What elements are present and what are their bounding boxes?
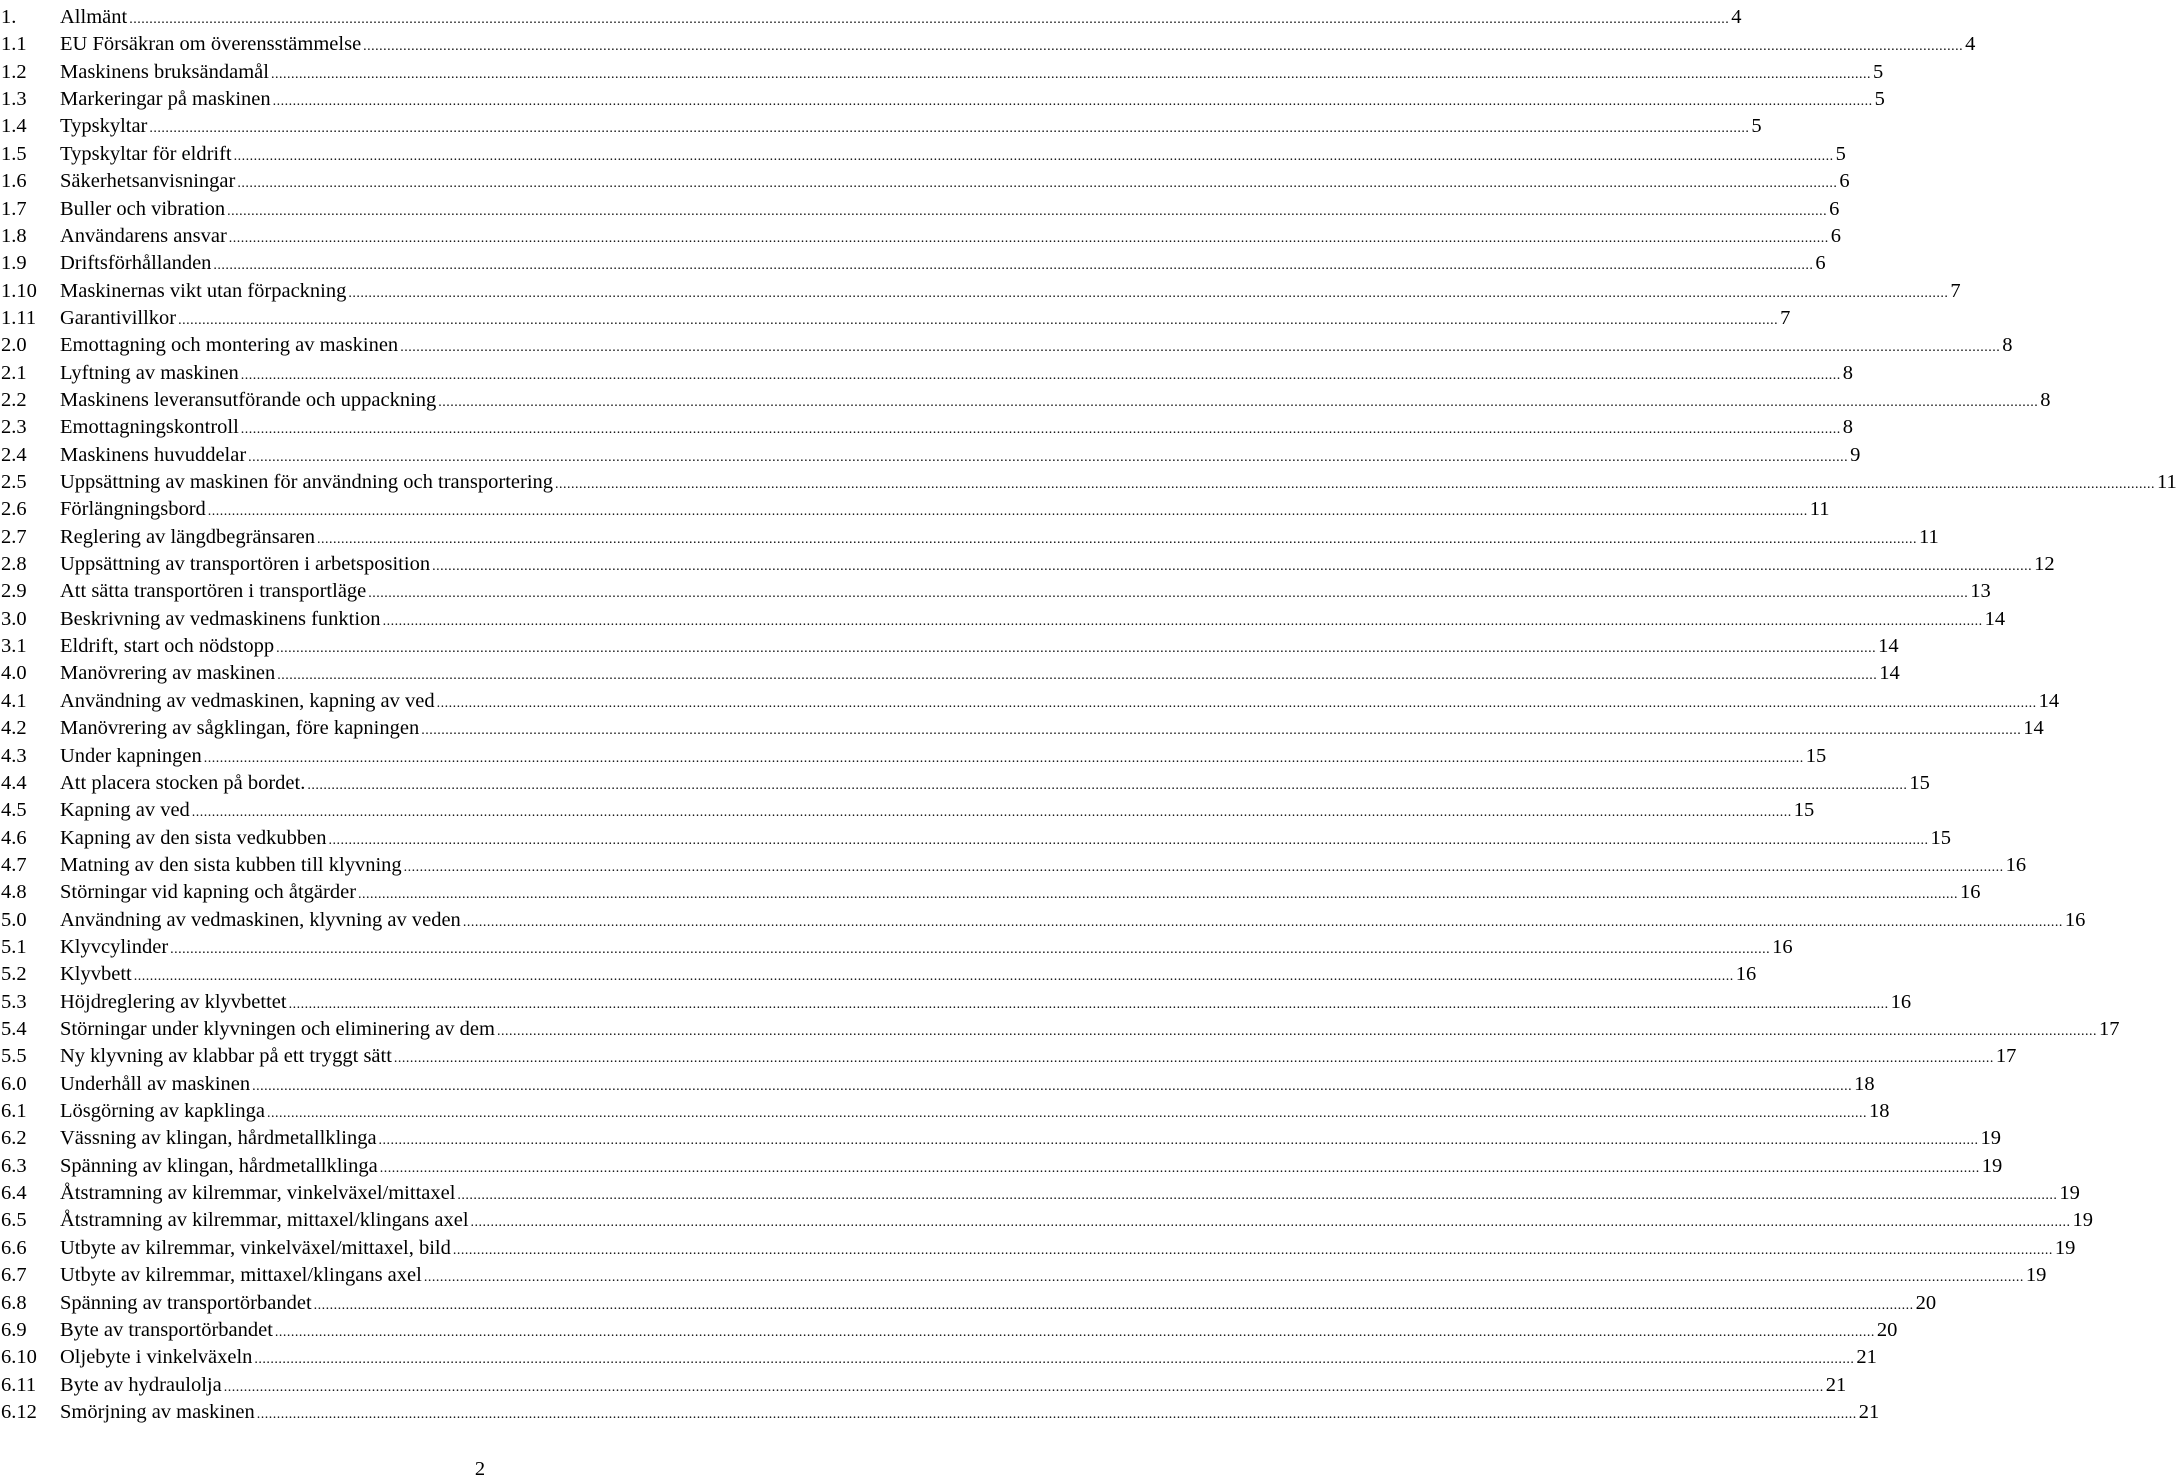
toc-entry-page: 8 <box>2002 334 2013 357</box>
toc-entry-number: 4.7 <box>1 853 27 876</box>
toc-entry-title: Spänning av transportörbandet <box>60 1291 312 1314</box>
toc-dot-leader: ................................................................................................................................................................................................................................................................................................................................................................................................................ <box>133 969 1734 985</box>
toc-dot-leader: ................................................................................................................................................................................................................................................................................................................................................................................................................ <box>203 750 1804 766</box>
toc-entry-title: Användning av vedmaskinen, kapning av ved <box>60 689 435 712</box>
toc-entry-title: Emottagning och montering av maskinen <box>60 334 399 357</box>
toc-entry[interactable] <box>0 384 2051 411</box>
toc-dot-leader: ................................................................................................................................................................................................................................................................................................................................................................................................................ <box>457 1188 2058 1203</box>
toc-dot-leader: ................................................................................................................................................................................................................................................................................................................................................................................................................ <box>213 258 1814 274</box>
toc-entry-number: 4.6 <box>1 826 27 849</box>
toc-dot-leader: ................................................................................................................................................................................................................................................................................................................................................................................................................ <box>270 66 1871 82</box>
toc-entry-number: 2.0 <box>1 334 27 357</box>
toc-entry-number: 6.5 <box>1 1209 27 1232</box>
toc-entry[interactable] <box>0 1013 2120 1040</box>
toc-dot-leader: ................................................................................................................................................................................................................................................................................................................................................................................................................ <box>207 504 1808 520</box>
toc-entry-page: 5 <box>1751 115 1762 138</box>
toc-entry-page: 19 <box>1981 1154 2003 1177</box>
toc-entry[interactable] <box>0 439 1861 466</box>
toc-entry[interactable] <box>0 712 2044 740</box>
toc-entry-page: 19 <box>1980 1127 2002 1150</box>
toc-entry[interactable] <box>0 849 2027 876</box>
toc-entry-title: Lyftning av maskinen <box>60 361 239 384</box>
toc-entry-number: 3.1 <box>1 635 27 658</box>
toc-entry-title: Matning av den sista kubben till klyvning <box>60 853 402 876</box>
toc-entry[interactable] <box>0 1314 1898 1341</box>
toc-entry-page: 19 <box>2072 1209 2094 1232</box>
toc-entry-number: 1.8 <box>1 224 27 247</box>
toc-dot-leader: ................................................................................................................................................................................................................................................................................................................................................................................................................ <box>256 1406 1857 1422</box>
toc-entry[interactable] <box>0 1369 1847 1396</box>
toc-entry-number: 1.5 <box>1 142 27 165</box>
toc-entry[interactable] <box>0 822 1951 849</box>
toc-entry-page: 21 <box>1825 1373 1847 1396</box>
toc-entry-number: 6.1 <box>1 1100 27 1122</box>
toc-entry[interactable] <box>0 931 1793 958</box>
toc-dot-leader: ................................................................................................................................................................................................................................................................................................................................................................................................................ <box>368 586 1969 602</box>
toc-entry-number: 4.2 <box>1 717 27 740</box>
toc-entry[interactable] <box>0 904 2086 931</box>
toc-entry-page: 17 <box>1995 1045 2017 1068</box>
toc-entry[interactable] <box>0 493 1830 521</box>
toc-entry-title: Oljebyte i vinkelväxeln <box>60 1346 253 1369</box>
toc-entry[interactable] <box>0 1259 2047 1287</box>
toc-entry-page: 8 <box>1842 416 1854 439</box>
toc-entry-page: 16 <box>2064 908 2086 931</box>
toc-entry[interactable] <box>0 28 1976 56</box>
toc-entry-number: 4.5 <box>1 799 27 822</box>
toc-entry-page: 4 <box>1731 6 1742 28</box>
toc-entry-title: Höjdreglering av klyvbettet <box>60 990 287 1013</box>
toc-entry-title: Maskinens bruksändamål <box>60 60 269 83</box>
toc-dot-leader: ................................................................................................................................................................................................................................................................................................................................................................................................................ <box>240 367 1841 383</box>
toc-entry-title: Maskinernas vikt utan förpackning <box>60 279 347 302</box>
toc-entry-number: 5.0 <box>1 908 27 931</box>
toc-entry[interactable] <box>0 685 2060 712</box>
toc-entry-page: 17 <box>2098 1018 2120 1040</box>
toc-entry-title: Byte av transportörbandet <box>60 1318 273 1341</box>
toc-entry[interactable] <box>0 630 1899 658</box>
toc-entry-number: 1.9 <box>1 252 27 275</box>
toc-entry-page: 20 <box>1876 1318 1898 1341</box>
toc-entry-page: 7 <box>1780 306 1791 329</box>
toc-entry-number: 1.2 <box>1 60 27 83</box>
toc-entry-number: 2.8 <box>1 553 27 575</box>
toc-dot-leader: ................................................................................................................................................................................................................................................................................................................................................................................................................ <box>277 668 1878 684</box>
toc-entry[interactable] <box>0 876 1981 904</box>
toc-entry-title: Vässning av klingan, hårdmetallklinga <box>60 1127 377 1150</box>
toc-entry-number: 6.3 <box>1 1154 27 1177</box>
toc-entry-page: 16 <box>1890 990 1912 1013</box>
toc-entry[interactable] <box>0 357 1854 384</box>
toc-entry-title: Åtstramning av kilremmar, vinkelväxel/mittaxel <box>60 1182 456 1204</box>
toc-entry-page: 14 <box>1879 662 1900 685</box>
toc-entry[interactable] <box>0 1232 2076 1259</box>
toc-entry-title: Maskinens leveransutförande och uppackning <box>60 388 437 411</box>
toc-entry-number: 1.1 <box>1 33 27 56</box>
toc-entry-page: 16 <box>1960 881 1981 904</box>
toc-entry-title: Underhåll av maskinen <box>60 1072 251 1095</box>
toc-dot-leader: ................................................................................................................................................................................................................................................................................................................................................................................................................ <box>272 94 1873 110</box>
toc-entry-page: 15 <box>1793 799 1815 822</box>
toc-entry-page: 16 <box>2005 853 2027 876</box>
toc-dot-leader: ................................................................................................................................................................................................................................................................................................................................................................................................................ <box>254 1352 1855 1368</box>
toc-entry-title: Eldrift, start och nödstopp <box>60 635 275 658</box>
toc-entry-number: 1.11 <box>1 306 37 329</box>
toc-dot-leader: ................................................................................................................................................................................................................................................................................................................................................................................................................ <box>382 613 1983 629</box>
toc-entry[interactable] <box>0 1341 1877 1369</box>
toc-entry-title: Reglering av längdbegränsaren <box>60 525 316 548</box>
page-number: 2 <box>474 1458 486 1480</box>
toc-entry-number: 3.0 <box>1 607 27 630</box>
toc-entry-page: 12 <box>2034 553 2055 575</box>
toc-entry-number: 6.10 <box>1 1346 37 1369</box>
toc-entry-number: 6.12 <box>1 1400 37 1423</box>
toc-entry-number: 6.11 <box>1 1373 37 1396</box>
toc-entry-page: 5 <box>1874 88 1885 111</box>
toc-dot-leader: ................................................................................................................................................................................................................................................................................................................................................................................................................ <box>248 449 1849 465</box>
toc-entry-title: Kapning av den sista vedkubben <box>60 826 327 849</box>
toc-entry-page: 6 <box>1830 224 1842 247</box>
toc-entry[interactable] <box>0 1122 2002 1150</box>
toc-entry-title: Klyvbett <box>60 963 132 986</box>
toc-entry[interactable] <box>0 247 1826 275</box>
toc-entry[interactable] <box>0 138 1846 165</box>
toc-entry-title: Lösgörning av kapklinga <box>60 1100 265 1122</box>
toc-dot-leader: ................................................................................................................................................................................................................................................................................................................................................................................................................ <box>378 1133 1979 1149</box>
toc-entry-number: 5.3 <box>1 990 27 1013</box>
toc-entry-title: EU Försäkran om överensstämmelse <box>60 33 362 56</box>
toc-entry-number: 6.2 <box>1 1127 27 1150</box>
toc-entry[interactable] <box>0 603 2006 630</box>
toc-dot-leader: ................................................................................................................................................................................................................................................................................................................................................................................................................ <box>317 531 1918 547</box>
toc-entry-number: 2.7 <box>1 525 27 548</box>
toc-entry[interactable] <box>0 275 1961 302</box>
toc-entry-number: 5.1 <box>1 935 27 958</box>
toc-entry-number: 4.0 <box>1 662 27 685</box>
toc-entry-number: 2.3 <box>1 416 27 439</box>
toc-entry-number: 2.2 <box>1 388 27 411</box>
toc-entry-title: Utbyte av kilremmar, vinkelväxel/mittaxel, bild <box>60 1236 451 1259</box>
toc-entry-page: 15 <box>1805 744 1827 767</box>
toc-entry[interactable] <box>0 56 1884 83</box>
toc-dot-leader: ................................................................................................................................................................................................................................................................................................................................................................................................................ <box>313 1297 1914 1313</box>
toc-dot-leader: ................................................................................................................................................................................................................................................................................................................................................................................................................ <box>266 1106 1867 1121</box>
toc-dot-leader: ................................................................................................................................................................................................................................................................................................................................................................................................................ <box>328 832 1929 848</box>
toc-entry-title: Kapning av ved <box>60 799 190 822</box>
toc-entry[interactable] <box>0 1 1742 28</box>
toc-entry[interactable] <box>0 767 1930 794</box>
toc-entry-page: 5 <box>1835 142 1846 165</box>
toc-dot-leader: ................................................................................................................................................................................................................................................................................................................................................................................................................ <box>421 723 2022 739</box>
toc-entry[interactable] <box>0 220 1842 247</box>
toc-dot-leader: ................................................................................................................................................................................................................................................................................................................................................................................................................ <box>555 477 2156 492</box>
toc-entry-page: 4 <box>1965 33 1976 56</box>
toc-entry-title: Förlängningsbord <box>60 498 206 521</box>
toc-dot-leader: ................................................................................................................................................................................................................................................................................................................................................................................................................ <box>237 176 1838 192</box>
toc-dot-leader: ................................................................................................................................................................................................................................................................................................................................................................................................................ <box>358 887 1959 903</box>
toc-entry[interactable] <box>0 1287 1937 1314</box>
toc-entry-title: Användarens ansvar <box>60 224 227 247</box>
toc-entry-page: 14 <box>2023 717 2044 740</box>
toc-entry-number: 2.6 <box>1 498 27 521</box>
toc-dot-leader: ................................................................................................................................................................................................................................................................................................................................................................................................................ <box>252 1078 1853 1094</box>
toc-entry[interactable] <box>0 740 1827 767</box>
toc-dot-leader: ................................................................................................................................................................................................................................................................................................................................................................................................................ <box>149 121 1750 137</box>
toc-entry-page: 6 <box>1839 170 1850 193</box>
toc-entry-page: 21 <box>1856 1346 1877 1369</box>
toc-entry-title: Spänning av klingan, hårdmetallklinga <box>60 1154 378 1177</box>
toc-entry-page: 11 <box>1809 498 1830 521</box>
toc-entry-page: 13 <box>1970 580 1991 603</box>
toc-entry-title: Typskyltar för eldrift <box>60 142 232 165</box>
toc-entry[interactable] <box>0 986 1912 1013</box>
toc-dot-leader: ................................................................................................................................................................................................................................................................................................................................................................................................................ <box>288 996 1889 1012</box>
toc-dot-leader: ................................................................................................................................................................................................................................................................................................................................................................................................................ <box>348 285 1949 301</box>
toc-dot-leader: ................................................................................................................................................................................................................................................................................................................................................................................................................ <box>307 777 1908 793</box>
toc-entry-title: Beskrivning av vedmaskinens funktion <box>60 607 381 630</box>
toc-entry-title: Uppsättning av maskinen för användning och transportering <box>60 471 554 493</box>
toc-entry-title: Buller och vibration <box>60 197 226 220</box>
toc-dot-leader: ................................................................................................................................................................................................................................................................................................................................................................................................................ <box>233 148 1834 164</box>
toc-entry-page: 18 <box>1868 1100 1890 1122</box>
toc-entry-page: 8 <box>2040 388 2051 411</box>
toc-entry-title: Uppsättning av transportören i arbetsposition <box>60 553 431 575</box>
toc-entry-number: 6.9 <box>1 1318 27 1341</box>
toc-entry-number: 2.1 <box>1 361 27 384</box>
toc-entry-page: 14 <box>2038 689 2060 712</box>
toc-entry-title: Att sätta transportören i transportläge <box>60 580 367 603</box>
toc-dot-leader: ................................................................................................................................................................................................................................................................................................................................................................................................................ <box>223 1379 1824 1395</box>
toc-entry-title: Allmänt <box>60 6 128 28</box>
toc-entry-number: 4.1 <box>1 689 27 712</box>
toc-entry-title: Säkerhetsanvisningar <box>60 170 236 193</box>
toc-dot-leader: ................................................................................................................................................................................................................................................................................................................................................................................................................ <box>400 340 2001 356</box>
toc-entry-title: Smörjning av maskinen <box>60 1400 255 1423</box>
toc-entry[interactable] <box>0 1204 2094 1232</box>
toc-entry-number: 1.10 <box>1 279 37 302</box>
toc-entry-title: Byte av hydraulolja <box>60 1373 222 1396</box>
toc-entry[interactable] <box>0 83 1885 111</box>
toc-entry-number: 4.8 <box>1 881 27 904</box>
toc-entry-number: 1. <box>1 6 17 28</box>
toc-entry-page: 15 <box>1930 826 1951 849</box>
toc-entry[interactable] <box>0 1068 1875 1095</box>
toc-dot-leader: ................................................................................................................................................................................................................................................................................................................................................................................................................ <box>379 1160 1980 1176</box>
toc-entry[interactable] <box>0 1040 2017 1068</box>
toc-entry-number: 6.6 <box>1 1236 27 1259</box>
toc-entry-page: 14 <box>1878 635 1899 658</box>
toc-dot-leader: ................................................................................................................................................................................................................................................................................................................................................................................................................ <box>452 1242 2053 1258</box>
toc-entry-page: 5 <box>1872 60 1884 83</box>
toc-entry[interactable] <box>0 794 1815 822</box>
toc-entry-title: Manövrering av maskinen <box>60 662 276 685</box>
toc-entry-number: 6.0 <box>1 1072 27 1095</box>
toc-entry[interactable] <box>0 193 1840 220</box>
toc-dot-leader: ................................................................................................................................................................................................................................................................................................................................................................................................................ <box>170 941 1771 957</box>
toc-entry-title: Användning av vedmaskinen, klyvning av veden <box>60 908 461 931</box>
toc-entry-title: Att placera stocken på bordet. <box>60 771 306 794</box>
toc-dot-leader: ................................................................................................................................................................................................................................................................................................................................................................................................................ <box>240 422 1841 438</box>
toc-entry-title: Emottagningskontroll <box>60 416 239 439</box>
toc-entry-page: 8 <box>1842 361 1854 384</box>
toc-entry[interactable] <box>0 110 1762 138</box>
toc-entry[interactable] <box>0 329 2013 357</box>
toc-entry-page: 21 <box>1858 1400 1880 1423</box>
toc-entry-number: 4.4 <box>1 771 27 794</box>
toc-entry-number: 6.4 <box>1 1182 27 1204</box>
toc-entry-number: 1.7 <box>1 197 27 220</box>
toc-entry-title: Störningar under klyvningen och eliminering av dem <box>60 1018 495 1040</box>
toc-entry-page: 18 <box>1854 1072 1875 1095</box>
toc-dot-leader: ................................................................................................................................................................................................................................................................................................................................................................................................................ <box>423 1270 2024 1286</box>
toc-dot-leader: ................................................................................................................................................................................................................................................................................................................................................................................................................ <box>178 312 1779 328</box>
toc-entry-title: Klyvcylinder <box>60 935 169 958</box>
toc-entry-number: 5.2 <box>1 963 27 986</box>
toc-entry-title: Åtstramning av kilremmar, mittaxel/klingans axel <box>60 1209 469 1232</box>
toc-entry-title: Maskinens huvuddelar <box>60 443 247 466</box>
toc-dot-leader: ................................................................................................................................................................................................................................................................................................................................................................................................................ <box>129 12 1730 27</box>
toc-entry[interactable] <box>0 466 2177 493</box>
toc-entry-page: 11 <box>2157 471 2177 493</box>
toc-entry[interactable] <box>0 548 2055 575</box>
toc-dot-leader: ................................................................................................................................................................................................................................................................................................................................................................................................................ <box>436 695 2037 711</box>
toc-dot-leader: ................................................................................................................................................................................................................................................................................................................................................................................................................ <box>462 914 2063 930</box>
toc-dot-leader: ................................................................................................................................................................................................................................................................................................................................................................................................................ <box>274 1324 1875 1340</box>
toc-entry-page: 16 <box>1735 963 1757 986</box>
toc-dot-leader: ................................................................................................................................................................................................................................................................................................................................................................................................................ <box>403 859 2004 875</box>
toc-entry-page: 19 <box>2025 1264 2047 1287</box>
toc-dot-leader: ................................................................................................................................................................................................................................................................................................................................................................................................................ <box>227 203 1828 219</box>
toc-entry[interactable] <box>0 1396 1880 1423</box>
toc-entry-page: 15 <box>1909 771 1930 794</box>
toc-dot-leader: ................................................................................................................................................................................................................................................................................................................................................................................................................ <box>496 1024 2097 1039</box>
toc-entry-number: 4.3 <box>1 744 27 767</box>
toc-entry-number: 1.4 <box>1 115 27 138</box>
toc-entry-number: 2.9 <box>1 580 27 603</box>
toc-entry[interactable] <box>0 302 1791 329</box>
toc-entry-page: 20 <box>1915 1291 1937 1314</box>
toc-entry-number: 5.5 <box>1 1045 27 1068</box>
toc-entry-page: 7 <box>1950 279 1961 302</box>
toc-entry-page: 16 <box>1772 935 1793 958</box>
toc-entry-number: 1.3 <box>1 88 27 111</box>
toc-entry-number: 1.6 <box>1 170 27 193</box>
toc-entry-number: 2.5 <box>1 471 27 493</box>
toc-dot-leader: ................................................................................................................................................................................................................................................................................................................................................................................................................ <box>432 559 2033 574</box>
toc-entry-title: Störningar vid kapning och åtgärder <box>60 881 357 904</box>
toc-dot-leader: ................................................................................................................................................................................................................................................................................................................................................................................................................ <box>470 1215 2071 1231</box>
toc-entry-title: Under kapningen <box>60 744 202 767</box>
toc-entry-title: Ny klyvning av klabbar på ett tryggt sätt <box>60 1045 392 1068</box>
toc-entry[interactable] <box>0 575 1991 603</box>
toc-entry[interactable] <box>0 958 1757 986</box>
toc-entry-number: 5.4 <box>1 1018 27 1040</box>
toc-entry-title: Markeringar på maskinen <box>60 88 271 111</box>
toc-entry-page: 9 <box>1850 443 1861 466</box>
toc-entry[interactable] <box>0 165 1850 193</box>
toc-entry-number: 6.7 <box>1 1264 27 1287</box>
toc-entry[interactable] <box>0 1177 2080 1204</box>
toc-dot-leader: ................................................................................................................................................................................................................................................................................................................................................................................................................ <box>228 230 1829 246</box>
toc-entry[interactable] <box>0 1150 2003 1177</box>
toc-entry-number: 2.4 <box>1 443 27 466</box>
toc-entry[interactable] <box>0 411 1854 439</box>
toc-entry[interactable] <box>0 657 1900 685</box>
toc-entry[interactable] <box>0 1095 1890 1122</box>
toc-entry-title: Utbyte av kilremmar, mittaxel/klingans axel <box>60 1264 422 1287</box>
toc-dot-leader: ................................................................................................................................................................................................................................................................................................................................................................................................................ <box>393 1051 1994 1067</box>
toc-entry-page: 6 <box>1829 197 1840 220</box>
toc-entry-page: 14 <box>1984 607 2006 630</box>
toc-entry-page: 6 <box>1815 252 1826 275</box>
toc-entry-page: 19 <box>2059 1182 2080 1204</box>
toc-dot-leader: ................................................................................................................................................................................................................................................................................................................................................................................................................ <box>276 641 1877 657</box>
toc-entry-number: 6.8 <box>1 1291 27 1314</box>
toc-entry[interactable] <box>0 521 1939 548</box>
toc-entry-title: Manövrering av sågklingan, före kapningen <box>60 717 420 740</box>
toc-dot-leader: ................................................................................................................................................................................................................................................................................................................................................................................................................ <box>191 805 1792 821</box>
toc-dot-leader: ................................................................................................................................................................................................................................................................................................................................................................................................................ <box>438 394 2039 410</box>
toc-entry-page: 11 <box>1919 525 1939 548</box>
toc-entry-title: Typskyltar <box>60 115 148 138</box>
toc-dot-leader: ................................................................................................................................................................................................................................................................................................................................................................................................................ <box>363 39 1964 55</box>
toc-entry-page: 19 <box>2054 1236 2076 1259</box>
toc-entry-title: Driftsförhållanden <box>60 252 212 275</box>
toc-entry-title: Garantivillkor <box>60 306 177 329</box>
